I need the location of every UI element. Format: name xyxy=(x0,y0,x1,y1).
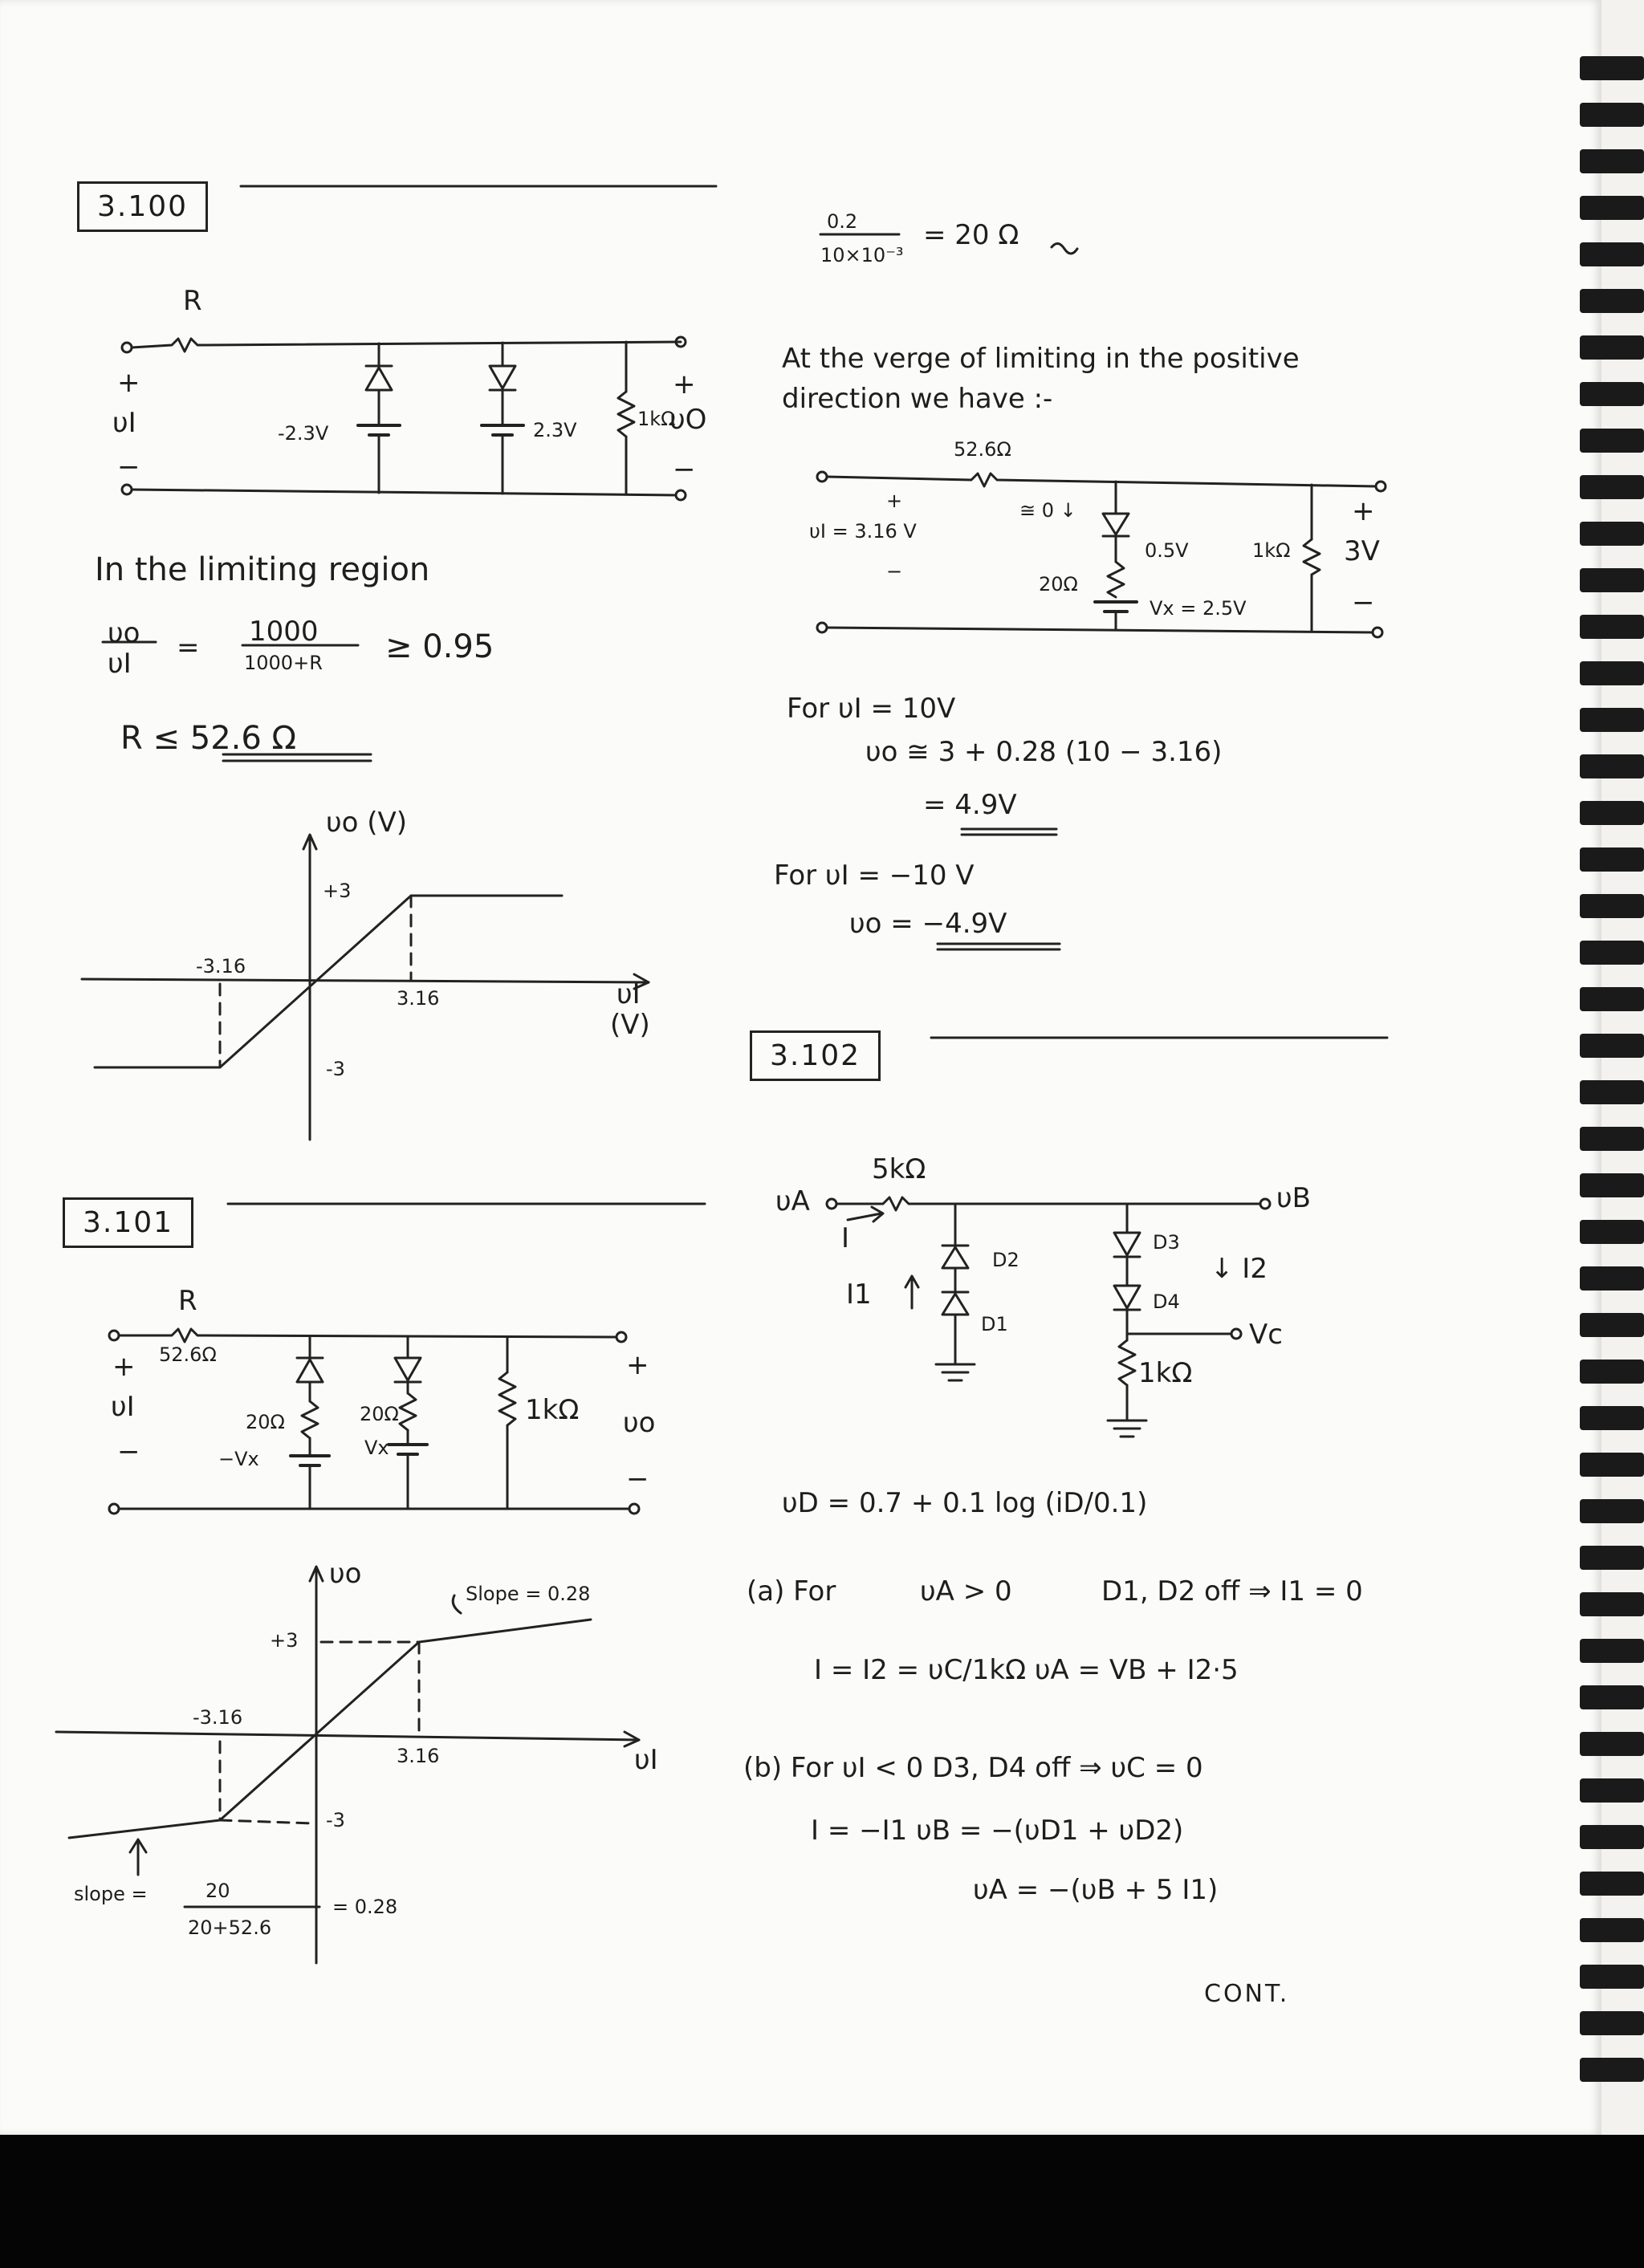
circuit2-res2: 20Ω xyxy=(360,1403,399,1425)
circuit1-bat2-label: 2.3V xyxy=(533,419,577,441)
circuit2-load: 1kΩ xyxy=(525,1394,580,1426)
ratio-lhs-den: υI xyxy=(108,648,132,680)
verge-line-2: direction we have :- xyxy=(782,383,1053,415)
ratio-eq: = xyxy=(177,632,200,664)
verge-diode-v: 0.5V xyxy=(1145,539,1189,562)
case-a-line-2: I = I2 = υC/1kΩ υA = VB + I2·5 xyxy=(814,1654,1239,1686)
case-b-line-3: υA = −(υB + 5 I1) xyxy=(973,1874,1219,1906)
graph2-y-bottom: -3 xyxy=(326,1809,345,1831)
verge-r: 52.6Ω xyxy=(954,438,1011,461)
graph-1 xyxy=(82,835,649,1140)
circuit2-r-value: 52.6Ω xyxy=(159,1343,217,1366)
problem-label-3-102: 3.102 xyxy=(750,1030,881,1081)
circuit2-vout: υo xyxy=(623,1407,656,1439)
circuit1-vout-minus: − xyxy=(673,453,696,486)
continued-label: CONT. xyxy=(1204,1980,1290,2008)
circuit1-vin: υI xyxy=(112,407,136,439)
case-a-lhs: (a) For xyxy=(747,1575,836,1608)
circuit2-vin: υI xyxy=(111,1391,135,1423)
circuit2-vout-minus: − xyxy=(626,1463,649,1495)
verge-res: 20Ω xyxy=(1039,573,1078,595)
circuit2-vx-neg: −Vx xyxy=(218,1448,259,1470)
case-b-line-2: I = −I1 υB = −(υD1 + υD2) xyxy=(811,1815,1184,1847)
circuit1-vin-minus: − xyxy=(117,451,140,483)
circuit2-vx: Vx xyxy=(364,1437,389,1459)
p3102-d2: D2 xyxy=(992,1249,1019,1271)
for1-lhs: For υI = 10V xyxy=(787,693,956,725)
graph2-x-axis-label: υI xyxy=(634,1744,658,1776)
graph1-y-bottom: -3 xyxy=(326,1058,345,1080)
ratio-den: 1000+R xyxy=(244,652,323,674)
verge-vout-minus: − xyxy=(1352,587,1375,619)
verge-vin-plus: + xyxy=(886,490,903,512)
circuit1-r-label: R xyxy=(183,285,202,317)
verge-vout: 3V xyxy=(1344,535,1380,567)
problem-label-3-100: 3.100 xyxy=(77,181,208,232)
ratio-rhs: ≥ 0.95 xyxy=(385,628,494,665)
p3102-i: I xyxy=(841,1222,850,1254)
r-result: R ≤ 52.6 Ω xyxy=(120,720,297,757)
circuit1-load-label: 1kΩ xyxy=(637,408,676,430)
verge-vin: υI = 3.16 V xyxy=(809,520,917,543)
p3102-d1: D1 xyxy=(981,1313,1008,1335)
graph1-y-axis-label: υo (V) xyxy=(326,807,408,839)
verge-circuit xyxy=(817,472,1386,637)
circuit2-res1: 20Ω xyxy=(246,1411,285,1433)
p3102-vc: Vc xyxy=(1249,1319,1283,1351)
circuit2-vout-plus: + xyxy=(626,1349,649,1381)
graph2-x-pos: 3.16 xyxy=(397,1745,440,1767)
problem-label-3-101: 3.101 xyxy=(63,1197,193,1248)
circuit2-r-label: R xyxy=(178,1285,197,1317)
circuit1-vin-plus: + xyxy=(117,367,140,399)
check-mark xyxy=(1052,243,1077,254)
circuit-3-102 xyxy=(827,1197,1270,1437)
case-b-line-1: (b) For υI < 0 D3, D4 off ⇒ υC = 0 xyxy=(743,1752,1203,1784)
case-a-cond: υA > 0 xyxy=(920,1575,1012,1608)
slope-den: 20+52.6 xyxy=(188,1916,272,1939)
graph2-slope-top: Slope = 0.28 xyxy=(466,1583,591,1605)
limiting-region-text: In the limiting region xyxy=(95,551,430,588)
for2-res: υo = −4.9V xyxy=(849,908,1007,940)
graph1-x-neg: -3.16 xyxy=(196,955,246,978)
frac-res: = 20 Ω xyxy=(923,219,1019,251)
for1-eq: υo ≅ 3 + 0.28 (10 − 3.16) xyxy=(865,736,1223,768)
graph1-y-top: +3 xyxy=(323,880,352,902)
case-a-res: D1, D2 off ⇒ I1 = 0 xyxy=(1101,1575,1363,1608)
graph1-x-pos: 3.16 xyxy=(397,987,440,1010)
slope-res: = 0.28 xyxy=(332,1896,398,1918)
verge-line-1: At the verge of limiting in the positive xyxy=(782,343,1300,375)
graph2-y-axis-label: υo xyxy=(329,1558,362,1590)
p3102-d4: D4 xyxy=(1153,1290,1180,1313)
circuit-3-100 xyxy=(122,337,686,500)
verge-vout-plus: + xyxy=(1352,495,1375,527)
p3102-d3: D3 xyxy=(1153,1231,1180,1254)
verge-current: ≅ 0 ↓ xyxy=(1019,499,1076,522)
circuit1-bat1-label: -2.3V xyxy=(278,422,329,445)
slope-num: 20 xyxy=(206,1880,230,1902)
vd-equation: υD = 0.7 + 0.1 log (iD/0.1) xyxy=(782,1487,1148,1519)
ratio-num: 1000 xyxy=(249,616,319,648)
frac-den: 10×10⁻³ xyxy=(820,244,904,266)
verge-vx: Vx = 2.5V xyxy=(1150,597,1247,620)
p3102-i2: ↓ I2 xyxy=(1211,1253,1268,1285)
frac-num: 0.2 xyxy=(827,210,858,233)
p3102-i1: I1 xyxy=(846,1278,872,1311)
graph1-x-unit: (V) xyxy=(610,1009,650,1041)
p3102-load: 1kΩ xyxy=(1138,1357,1193,1389)
graph1-x-axis-label: υI xyxy=(616,978,641,1010)
circuit1-vout: υO xyxy=(669,404,707,436)
for2-lhs: For υI = −10 V xyxy=(774,860,975,892)
p3102-r: 5kΩ xyxy=(872,1153,926,1185)
p3102-va: υA xyxy=(775,1185,810,1217)
verge-vin-minus: − xyxy=(886,560,903,583)
graph2-x-neg: -3.16 xyxy=(193,1706,243,1729)
graph2-y-top: +3 xyxy=(270,1629,299,1652)
verge-load: 1kΩ xyxy=(1252,539,1291,562)
circuit2-vin-plus: + xyxy=(112,1351,136,1383)
for1-res: = 4.9V xyxy=(923,789,1017,821)
ratio-lhs-num: υo xyxy=(108,617,140,649)
circuit2-vin-minus: − xyxy=(117,1436,140,1468)
circuit1-vout-plus: + xyxy=(673,368,696,400)
p3102-vb: υB xyxy=(1276,1182,1311,1214)
slope-lhs: slope = xyxy=(74,1883,148,1905)
